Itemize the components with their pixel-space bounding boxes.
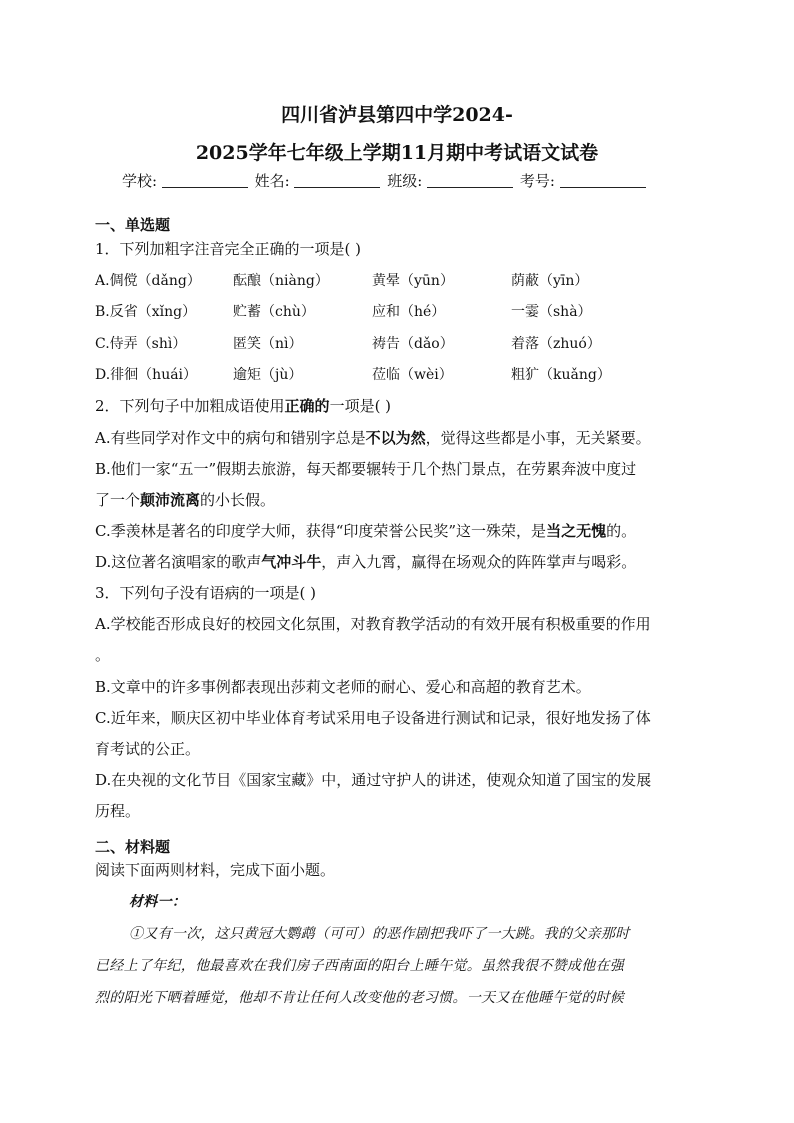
- name-label: 姓名:: [254, 172, 290, 190]
- material-one-line-1: ①又有一次，这只黄冠大鹦鹉（可可）的恶作剧把我吓了一大跳。我的父亲那时: [129, 926, 630, 942]
- q2-option-d: D.这位著名演唱家的歌声气冲斗牛，声入九霄，赢得在场观众的阵阵掌声与喝彩。: [95, 553, 637, 571]
- q3-option-a-line-2: 。: [95, 646, 111, 664]
- q1-option-c-word-3: 祷告（dǎo）: [372, 336, 454, 352]
- material-one-label: 材料一：: [129, 894, 187, 910]
- q2-option-c: C.季羡林是著名的印度学大师，获得“印度荣誉公民奖”这一殊荣，是当之无愧的。: [95, 522, 637, 540]
- question-3-stem: 3．下列句子没有语病的一项是( ): [95, 584, 317, 602]
- q2-option-b-line-1: B.他们一家“五一”假期去旅游，每天都要辗转于几个热门景点，在劳累奔波中度过: [95, 460, 637, 478]
- q1-option-b-word-2: 贮蓄（chù）: [233, 304, 315, 320]
- exam-number-blank[interactable]: [560, 173, 646, 188]
- school-label: 学校:: [122, 172, 158, 190]
- q1-option-b-word-3: 应和（hé）: [372, 304, 446, 320]
- material-one-line-3: 烈的阳光下晒着睡觉，他却不肯让任何人改变他的老习惯。一天又在他睡午觉的时候: [95, 990, 625, 1006]
- q3-option-b: B.文章中的许多事例都表现出莎莉文老师的耐心、爱心和高超的教育艺术。: [95, 678, 591, 696]
- exam-number-label: 考号:: [519, 172, 555, 190]
- name-blank[interactable]: [294, 173, 380, 188]
- q1-option-d-word-4: 粗犷（kuǎng）: [511, 367, 611, 383]
- exam-title-line-2: 2025学年七年级上学期11月期中考试语文试卷: [195, 142, 599, 164]
- student-info-row: [122, 170, 648, 191]
- q1-option-b-word-4: 一霎（shà）: [511, 304, 592, 320]
- q2-option-b-line-2: 了一个颠沛流离的小长假。: [95, 491, 276, 509]
- q3-option-d-line-1: D.在央视的文化节目《国家宝藏》中，通过守护人的讲述，使观众知道了国宝的发展: [95, 771, 652, 789]
- q3-option-c-line-1: C.近年来，顺庆区初中毕业体育考试采用电子设备进行测试和记录，很好地发扬了体: [95, 709, 651, 727]
- school-blank[interactable]: [162, 173, 248, 188]
- q1-option-a-word-3: 黄晕（yūn）: [372, 273, 454, 289]
- q1-option-c-word-2: 匿笑（nì）: [233, 336, 303, 352]
- q1-option-b: B.反省（xǐng）: [95, 304, 197, 320]
- q1-option-d: D.徘徊（huái）: [95, 367, 198, 383]
- class-label: 班级:: [387, 172, 423, 190]
- q1-option-c: C.侍弄（shì）: [95, 336, 187, 352]
- material-one-line-2: 已经上了年纪，他最喜欢在我们房子西南面的阳台上睡午觉。虽然我很不赞成他在强: [95, 958, 625, 974]
- q1-option-c-word-4: 着落（zhuó）: [511, 336, 601, 352]
- question-2-stem: 2．下列句子中加粗成语使用正确的一项是( ): [95, 397, 392, 415]
- q2-option-a: A.有些同学对作文中的病句和错别字总是不以为然，觉得这些都是小事，无关紧要。: [95, 429, 651, 447]
- question-1-stem: 1．下列加粗字注音完全正确的一项是( ): [95, 240, 362, 258]
- q1-option-d-word-2: 逾矩（jù）: [233, 367, 303, 383]
- section-heading-single-choice: 一、单选题: [95, 216, 171, 234]
- class-blank[interactable]: [427, 173, 513, 188]
- material-intro: 阅读下面两则材料，完成下面小题。: [95, 861, 336, 879]
- q3-option-c-line-2: 育考试的公正。: [95, 740, 201, 758]
- q3-option-d-line-2: 历程。: [95, 802, 141, 820]
- q1-option-a: A.倜傥（dǎng）: [95, 273, 201, 289]
- section-heading-material: 二、材料题: [95, 838, 171, 856]
- q1-option-a-word-2: 酝酿（niàng）: [233, 273, 329, 289]
- exam-title-line-1: 四川省泸县第四中学2024-: [281, 104, 513, 126]
- q1-option-a-word-4: 荫蔽（yīn）: [511, 273, 589, 289]
- q1-option-d-word-3: 莅临（wèi）: [372, 367, 453, 383]
- q3-option-a-line-1: A.学校能否形成良好的校园文化氛围，对教育教学活动的有效开展有积极重要的作用: [95, 615, 651, 633]
